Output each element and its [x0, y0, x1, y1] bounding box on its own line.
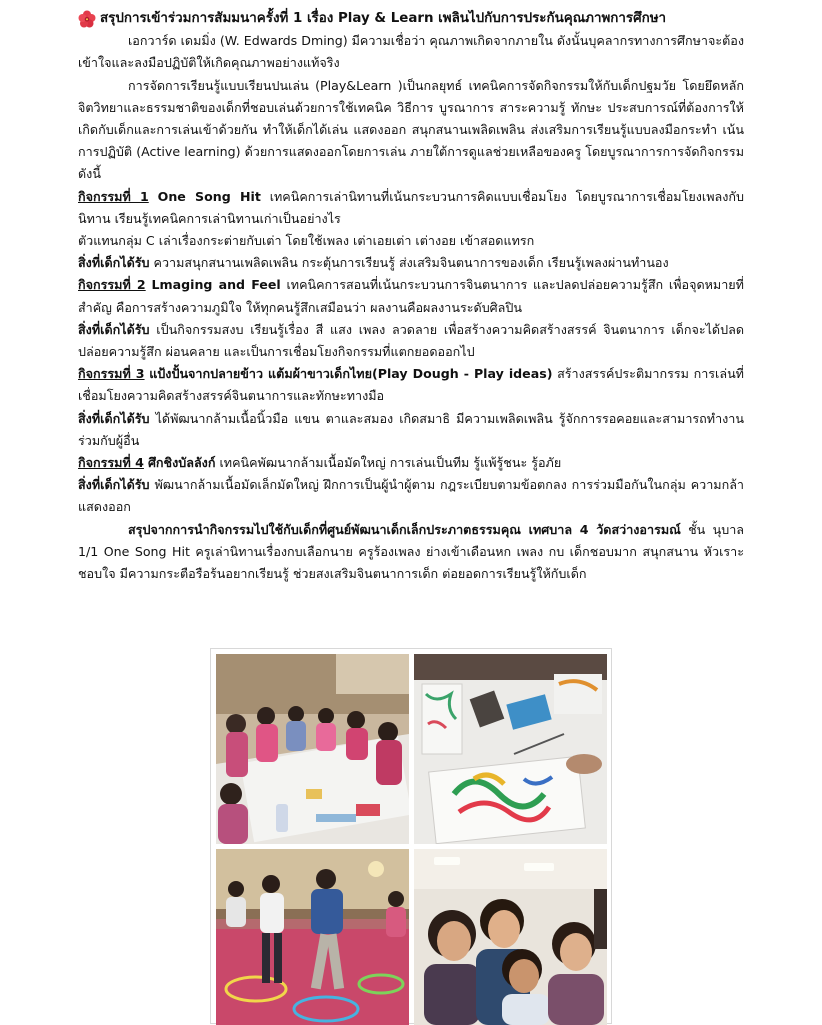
activity-1-description: เทคนิคการเล่านิทานที่เน้นกระบวนการคิดแบบเชื่อมโยง โดยบูรณาการเชื่อมโยงเพลงกับนิทาน เรียนรู้เทคนิคการเล่านิทานเก่าเป็นอย่างไร	[78, 188, 744, 226]
activity-4-outcome	[78, 474, 744, 518]
activity-3	[78, 363, 744, 407]
activity-1-heading: กิจกรรมที่ 1	[78, 188, 149, 204]
summary-heading: สรุปจากการนำกิจกรรมไปใช้กับเด็กที่ศูนย์พัฒนาเด็กเล็กประภาตธรรมคุณ เทศบาล 4 วัดสว่างอารมณ์	[128, 521, 681, 537]
summary-body: ชั้น นุบาล 1/1 One Song Hit ครูเล่านิทานเรื่องกบเลือกนาย ครูร้องเพลง ย่างเข้าเดือนหก เพลง กบ เด็กชอบมาก สนุกสนาน หัวเราะชอบใจ มีความกระตือรือร้นอยากเรียนรู้ ช่วยสงเสริมจินตนาการเด็ก ต่อยอดการเรียนรู้ให้กับเด็ก	[78, 521, 744, 582]
title-text: สรุปการเข้าร่วมการสัมมนาครั้งที่ 1 เรื่อง Play & Learn เพลินไปกับการประกันคุณภาพการศึกษา	[100, 11, 667, 26]
activity-1-title: One Song Hit	[157, 188, 261, 204]
activity-4	[78, 452, 744, 474]
activity-4-description: เทคนิคพัฒนากล้ามเนื้อมัดใหญ่ การเล่นเป็นทีม รู้แพ้รู้ชนะ รู้อภัย	[215, 455, 562, 471]
workshop-group-photo	[216, 654, 409, 844]
article-body	[78, 8, 744, 585]
intro-paragraph-2: การจัดการเรียนรู้แบบเรียนปนเล่น (Play&Learn )เป็นกลยุทธ์ เทคนิคการจัดกิจกรรมให้กับเด็กปฐมวัย โดยยึดหลักจิตวิทยาและธรรมชาติของเด็กที่ชอบเล่นด้วยการใช้เทคนิค วิธีการ บูรณาการ สาระความรู้ ทักษะ ประสบการณ์ที่ต้องการให้เกิดกับเด็กและการเล่นเข้าด้วยกัน ทำให้เด็กได้เล่น แสดงออก สนุกสนานเพลิดเพลิน ส่งเสริมการเรียนรู้แบบลงมือกระทำ เน้นการปฏิบัติ (Active learning) ด้วยการแสดงออกโดยการเล่น ภายใต้การดูแลช่วยเหลือของครู โดยบูรณาการการจัดกิจกรรมดังนี้	[78, 77, 744, 182]
activity-2-outcome	[78, 319, 744, 363]
activity-4-title: ศึกชิงบัลลังก์	[147, 455, 216, 471]
tabletop-drawing-photo	[414, 654, 607, 844]
activity-2-outcome-label: สิ่งที่เด็กได้รับ	[78, 321, 150, 337]
activity-2-outcome-text: เป็นกิจกรรมสงบ เรียนรู้เรื่อง สี แสง เพลง ลวดลาย เพื่อสร้างความคิดสร้างสรรค์ จินตนาการ เด็กจะได้ปลดปล่อยความรู้สึก ผ่อนคลาย และเป็นการเชื่อมโยงกิจกรรมที่แตกยอดออกไป	[78, 321, 744, 360]
page-title	[78, 8, 744, 30]
activity-1-outcome	[78, 252, 744, 274]
group-selfie-photo	[414, 849, 607, 1025]
activity-3-title: แป้งปั้นจากปลายข้าว แต้มผ้าขาวเด็กไทย(Play Dough - Play ideas)	[149, 366, 553, 382]
activity-2	[78, 274, 744, 318]
activity-3-outcome-label: สิ่งที่เด็กได้รับ	[78, 410, 150, 426]
activity-3-outcome-text: ได้พัฒนากล้ามเนื้อนิ้วมือ แขน ตาและสมอง เกิดสมาธิ มีความเพลิดเพลิน รู้จักการรอคอยและสามารถทำงานร่วมกับผู้อื่น	[78, 410, 744, 448]
intro-paragraph-1: เอกวาร์ด เดมมิ่ง (W. Edwards Dming) มีความเชื่อว่า คุณภาพเกิดจากภายใน ดังนั้นบุคลากรทางการศึกษาจะต้องเข้าใจและลงมือปฏิบัติให้เกิดคุณภาพอย่างแท้จริง	[78, 33, 744, 71]
photo-collage	[210, 648, 612, 1024]
activity-2-description: เทคนิคการสอนที่เน้นกระบวนการจินตนาการ และปลดปล่อยความรู้สึก เพื่อจุดหมายที่สำคัญ คือการสร้างความภูมิใจ ให้ทุกคนรู้สึกเสมือนว่า ผลงานคือผลงานระดับศิลปิน	[78, 277, 744, 315]
activity-3-outcome	[78, 408, 744, 452]
activity-3-description: สร้างสรรค์ประติมากรรม การเล่นที่เชื่อมโยงความคิดสร้างสรรค์จินตนาการและทักษะทางมือ	[78, 366, 744, 404]
activity-3-heading: กิจกรรมที่ 3	[78, 366, 145, 382]
activity-4-outcome-label: สิ่งที่เด็กได้รับ	[78, 477, 150, 493]
activity-1-extra: ตัวแทนกลุ่ม C เล่าเรื่องกระต่ายกับเต่า โดยใช้เพลง เต่าเอยเต่า เต่างอย เข้าสอดแทรก	[78, 233, 535, 249]
activity-1	[78, 186, 744, 230]
activity-1-outcome-label: สิ่งที่เด็กได้รับ	[78, 255, 150, 271]
hibiscus-flower-icon	[78, 10, 96, 28]
activity-2-title: Lmaging and Feel	[151, 277, 281, 293]
hula-hoop-game-photo	[216, 849, 409, 1025]
activity-1-outcome-text: ความสนุกสนานเพลิดเพลิน กระตุ้นการเรียนรู้ ส่งเสริมจินตนาการของเด็ก เรียนรู้เพลงผ่านทำนอง	[149, 255, 669, 271]
activity-4-heading: กิจกรรมที่ 4	[78, 455, 144, 471]
activity-4-outcome-text: พัฒนากล้ามเนื้อมัดเล็กมัดใหญ่ ฝึกการเป็นผู้นำผู้ตาม กฎระเบียบตามข้อตกลง การร่วมมือกันในกลุ่ม ความกล้าแสดงออก	[78, 477, 744, 515]
activity-2-heading: กิจกรรมที่ 2	[78, 277, 146, 293]
summary-paragraph	[78, 519, 744, 586]
